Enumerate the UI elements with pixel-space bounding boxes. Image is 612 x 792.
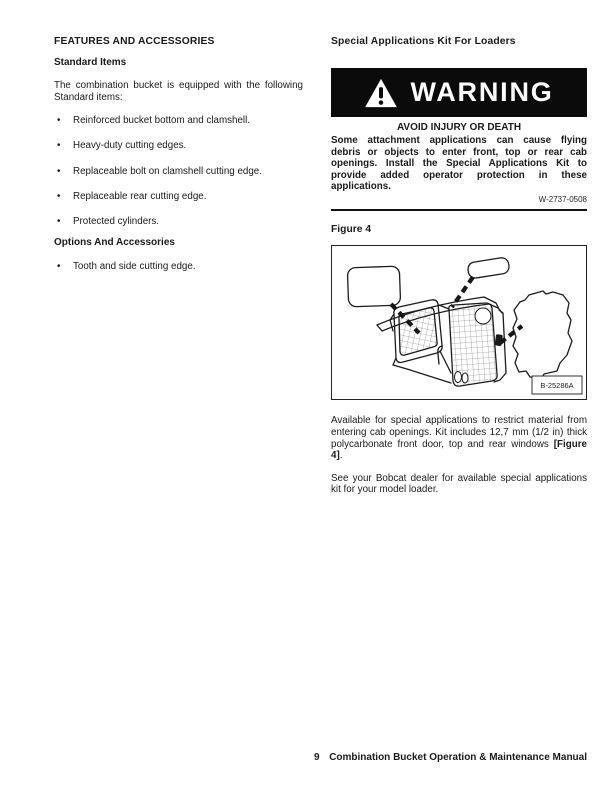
paragraph-line — [331, 450, 587, 462]
door-handle-detail — [462, 373, 468, 383]
list-item-text: Heavy-duty cutting edges. — [73, 140, 187, 152]
bullet-icon: • — [57, 191, 61, 203]
subheading-standard-items: Standard Items — [54, 57, 127, 68]
figure-caption: Figure 4 — [331, 224, 372, 236]
kit-description-paragraph — [331, 415, 587, 461]
list-item — [54, 166, 303, 178]
warning-body-line: provide added operator protection in these — [331, 169, 587, 181]
warning-subtitle: AVOID INJURY OR DEATH — [396, 122, 522, 133]
figure-4-illustration — [331, 245, 587, 400]
page-number: 9 — [314, 752, 320, 763]
warning-body — [331, 135, 587, 193]
list-item-text: Replaceable rear cutting edge. — [73, 191, 207, 203]
warning-body-line: openings. Install the Special Applications Kit to — [331, 158, 587, 170]
list-item — [54, 115, 303, 127]
warning-body-line: Some attachment applications can cause flying — [331, 135, 587, 146]
list-item — [54, 191, 303, 203]
paragraph-line — [331, 439, 587, 451]
window-corner-notch — [475, 308, 491, 324]
top-window-panel — [467, 257, 510, 279]
bullet-icon: • — [57, 140, 61, 152]
dealer-paragraph — [331, 473, 587, 496]
section-heading-features: FEATURES AND ACCESSORIES — [54, 36, 215, 47]
divider — [331, 209, 587, 212]
image-code-box — [532, 376, 582, 394]
warning-word: WARNING — [410, 77, 554, 107]
bullet-icon: • — [57, 260, 61, 272]
intro-line: Standard items: — [54, 91, 123, 103]
right-column — [331, 36, 587, 496]
section-heading-special-kit: Special Applications Kit For Loaders — [331, 36, 516, 47]
bullet-icon: • — [57, 216, 61, 228]
standard-items-intro — [54, 80, 303, 103]
loader-cab-drawing — [332, 246, 586, 399]
paragraph-line: kit for your model loader. — [331, 484, 439, 496]
list-item-text: Protected cylinders. — [73, 216, 160, 228]
image-code-label: B-25286A — [540, 381, 574, 391]
paragraph-line: See your Bobcat dealer for available special applications — [331, 472, 587, 484]
list-item-text: Replaceable bolt on clamshell cutting edge. — [73, 165, 262, 177]
paragraph-line: Available for special applications to restrict material from — [331, 415, 587, 427]
list-item — [54, 261, 303, 273]
warning-body-line: applications. — [331, 181, 391, 193]
warning-banner — [331, 68, 587, 117]
warning-triangle-icon — [364, 78, 398, 108]
left-column — [54, 36, 303, 273]
subheading-options-accessories: Options And Accessories — [54, 236, 175, 248]
list-item — [54, 216, 303, 228]
paragraph-text: polycarbonate front door, top and rear windows — [331, 438, 554, 450]
cab-left-edge — [390, 314, 394, 331]
bullet-icon: • — [57, 115, 61, 127]
bullet-icon: • — [57, 165, 61, 177]
rear-window-panel — [513, 291, 572, 378]
paragraph-text: . — [339, 450, 343, 462]
front-door-panel — [347, 267, 400, 308]
figure-reference: 4] — [331, 450, 340, 462]
door-handle-detail — [455, 372, 462, 383]
warning-body-line: debris or objects to enter front, top or rear cab — [331, 146, 587, 158]
warning-code: W-2737-0508 — [538, 194, 587, 204]
list-item — [54, 140, 303, 152]
manual-title: Combination Bucket Operation & Maintenance Manual — [329, 752, 587, 763]
paragraph-line: entering cab openings. Kit includes 12,7 mm (1/2 in) thick — [331, 427, 587, 439]
list-item-text: Reinforced bucket bottom and clamshell. — [73, 115, 250, 127]
list-item-text: Tooth and side cutting edge. — [73, 260, 196, 272]
figure-reference: [Figure — [553, 438, 587, 450]
intro-line: The combination bucket is equipped with the following — [54, 80, 303, 91]
